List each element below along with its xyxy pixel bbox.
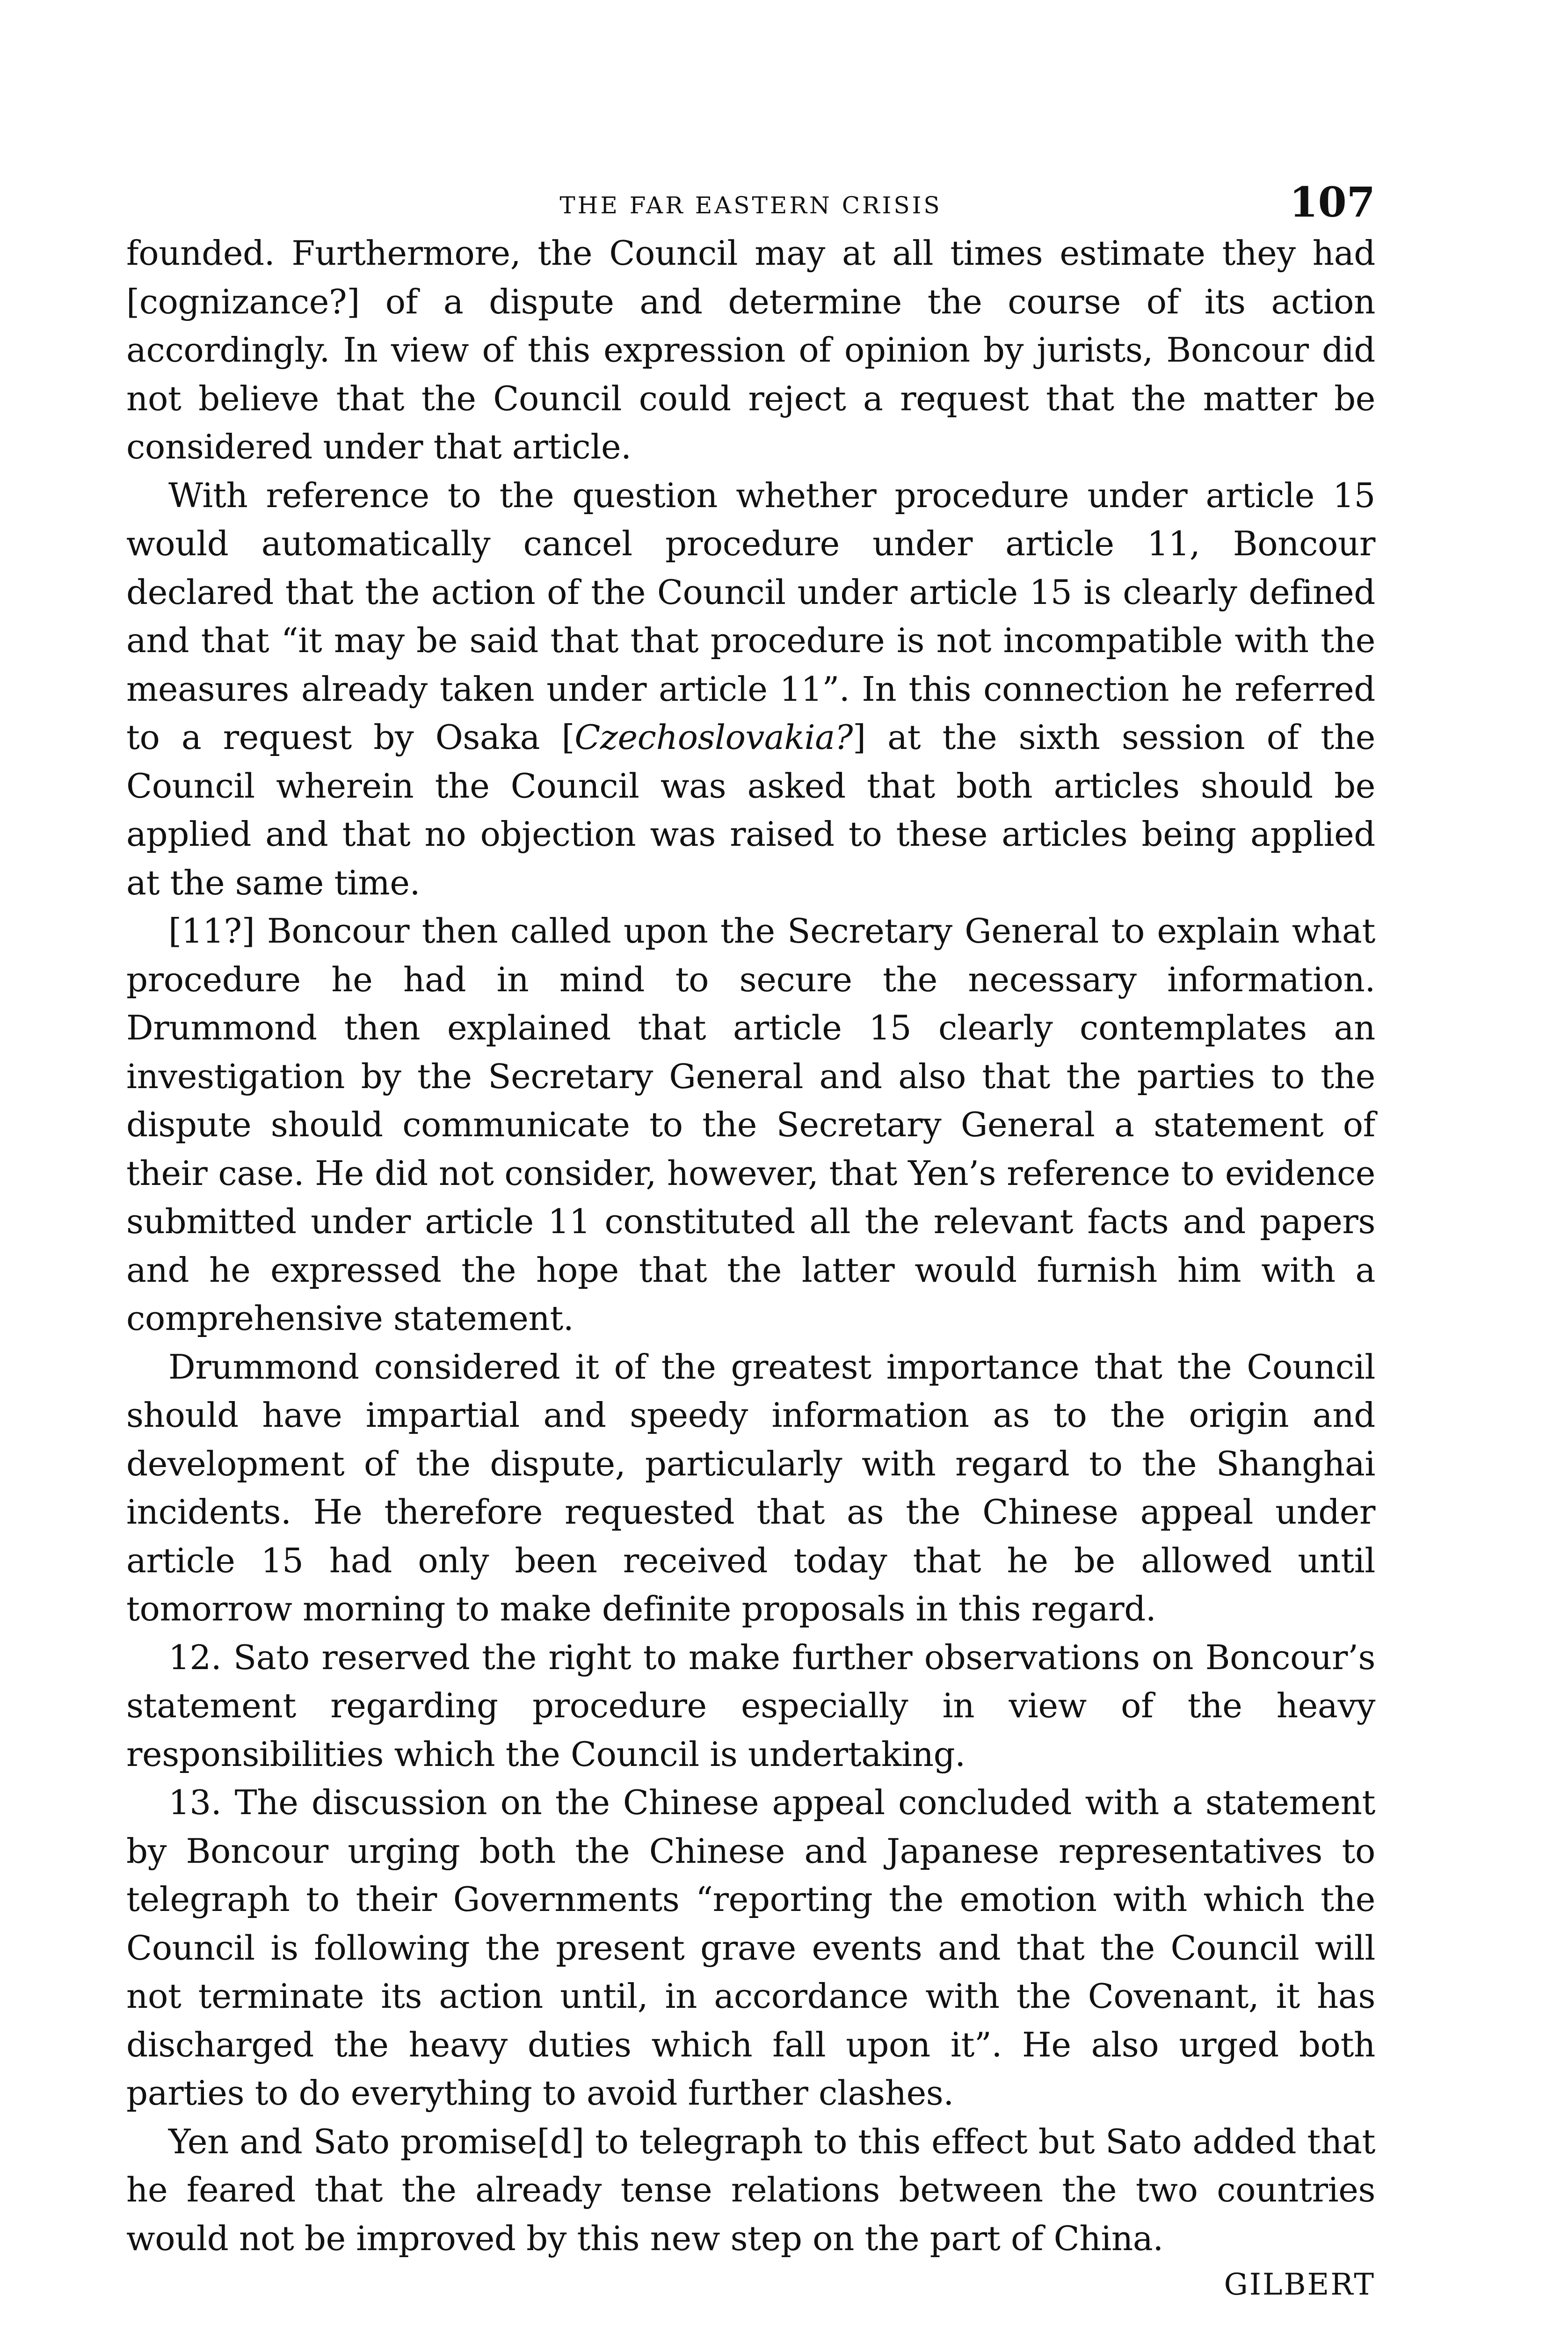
paragraph-text-before: With reference to the question whether procedure under article 15 would automatically cancel procedure under article 11, Boncour declared that the action of the Council under article 15 is clearly defined and that “it may be said that that procedure is not incompatible with the measures already taken under article 11”. In this connection he referred to a request by Osaka [ xyxy=(126,475,1375,757)
page-number: 107 xyxy=(1289,178,1375,226)
document-page xyxy=(126,178,1375,2302)
editorial-correction: Czechoslovakia? xyxy=(574,718,853,757)
paragraph-article-15 xyxy=(126,472,1375,908)
paragraph-yen-sato: Yen and Sato promise[d] to telegraph to this effect but Sato added that he feared that the already tense relations between the two countries would not be improved by this new step on the part of China. xyxy=(126,2121,1375,2258)
body-text xyxy=(126,229,1375,2263)
signature: GILBERT xyxy=(1224,2267,1375,2302)
paragraph-continuation: founded. Furthermore, the Council may at all times estimate they had [cognizance?] of a dispute and determine the course of its action accordingly. In view of this expression of opinion by jurists, Boncour did not believe that the Council could reject a request that the matter be considered under that article. xyxy=(126,233,1375,466)
paragraph-drummond: Drummond considered it of the greatest importance that the Council should have impartial and speedy information as to the origin and development of the dispute, particularly with regard to the Shanghai incidents. He therefore requested that as the Chinese appeal under article 15 had only been received today that he be allowed until tomorrow morning to make definite proposals in this regard. xyxy=(126,1347,1375,1628)
paragraph-secretary-general: [11?] Boncour then called upon the Secretary General to explain what procedure he had in mind to secure the necessary information. Drummond then explained that article 15 clearly contemplates an investigation by the Secretary General and also that the parties to the dispute should communicate to the Secretary General a statement of their case. He did not consider, however, that Yen’s reference to evidence submitted under article 11 constituted all the relevant facts and papers and he expressed the hope that the latter would furnish him with a comprehensive statement. xyxy=(126,911,1375,1338)
paragraph-text-after: ] at the sixth session of the Council wherein the Council was asked that both articles should be applied and that no objection was raised to these articles being applied at the same time. xyxy=(126,718,1376,902)
paragraph-13: 13. The discussion on the Chinese appeal concluded with a statement by Boncour urging both the Chinese and Japanese representatives to telegraph to their Governments “reporting the emotion with which the Council is following the present grave events and that the Council will not terminate its action until, in accordance with the Covenant, it has discharged the heavy duties which fall upon it”. He also urged both parties to do everything to avoid further clashes. xyxy=(126,1783,1375,2113)
running-header xyxy=(126,178,1375,229)
running-title: THE FAR EASTERN CRISIS xyxy=(559,192,942,219)
paragraph-12: 12. Sato reserved the right to make further observations on Boncour’s statement regarding procedure especially in view of the heavy responsibilities which the Council is undertaking. xyxy=(126,1637,1375,1774)
